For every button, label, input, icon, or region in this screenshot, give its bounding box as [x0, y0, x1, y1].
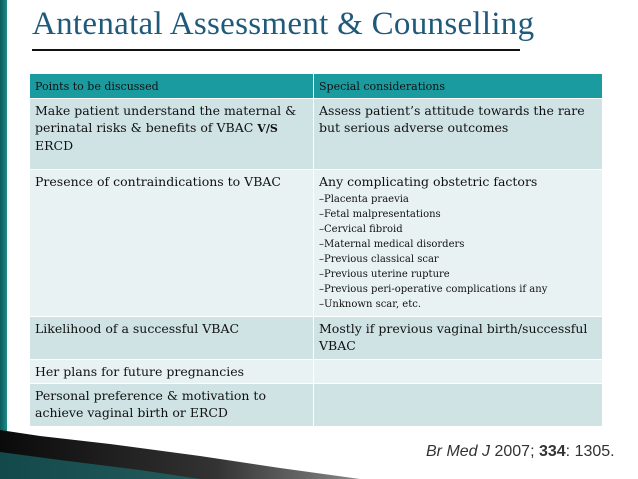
header-points: Points to be discussed — [30, 74, 314, 99]
table-row — [30, 317, 603, 360]
left-accent-bar — [0, 0, 7, 479]
citation-pages: : 1305. — [565, 443, 615, 460]
consideration-heading: Any complicating obstetric factors — [319, 174, 538, 189]
list-item: –Unknown scar, etc. — [319, 299, 422, 310]
citation — [426, 443, 615, 461]
counselling-table — [29, 73, 603, 427]
point-cell: Personal preference & motivation to achieve vaginal birth or ERCD — [30, 384, 314, 427]
list-item: –Placenta praevia — [319, 194, 409, 205]
list-item: –Fetal malpresentations — [319, 209, 441, 220]
table-row — [30, 99, 603, 170]
list-item: –Previous peri-operative complications if any — [319, 284, 548, 295]
point-tail: ERCD — [35, 138, 74, 153]
list-item: –Maternal medical disorders — [319, 239, 465, 250]
consideration-cell: Assess patient’s attitude towards the rare but serious adverse outcomes — [314, 99, 603, 170]
consideration-cell — [314, 384, 603, 427]
point-cell: Her plans for future pregnancies — [30, 360, 314, 384]
list-item: –Previous uterine rupture — [319, 269, 450, 280]
title-underline — [32, 49, 520, 51]
table-row — [30, 360, 603, 384]
factor-list — [319, 192, 597, 312]
list-item: –Cervical fibroid — [319, 224, 403, 235]
list-item: –Previous classical scar — [319, 254, 439, 265]
point-text: Make patient understand the maternal & perinatal risks & benefits of VBAC — [35, 103, 297, 135]
citation-year: 2007; — [494, 443, 535, 460]
citation-volume: 334 — [538, 443, 566, 460]
decorative-corner-swoosh — [0, 430, 360, 479]
point-cell: Likelihood of a successful VBAC — [30, 317, 314, 360]
header-considerations: Special considerations — [314, 74, 603, 99]
citation-journal: Br Med J — [426, 443, 491, 460]
versus-label: V/S — [257, 122, 278, 135]
consideration-cell — [314, 360, 603, 384]
slide-title: Antenatal Assessment & Counselling — [32, 6, 535, 42]
consideration-cell: Mostly if previous vaginal birth/successful VBAC — [314, 317, 603, 360]
point-cell: Presence of contraindications to VBAC — [30, 170, 314, 317]
point-cell — [30, 99, 314, 170]
table-header-row — [30, 74, 603, 99]
table-row — [30, 384, 603, 427]
consideration-cell — [314, 170, 603, 317]
table-row — [30, 170, 603, 317]
